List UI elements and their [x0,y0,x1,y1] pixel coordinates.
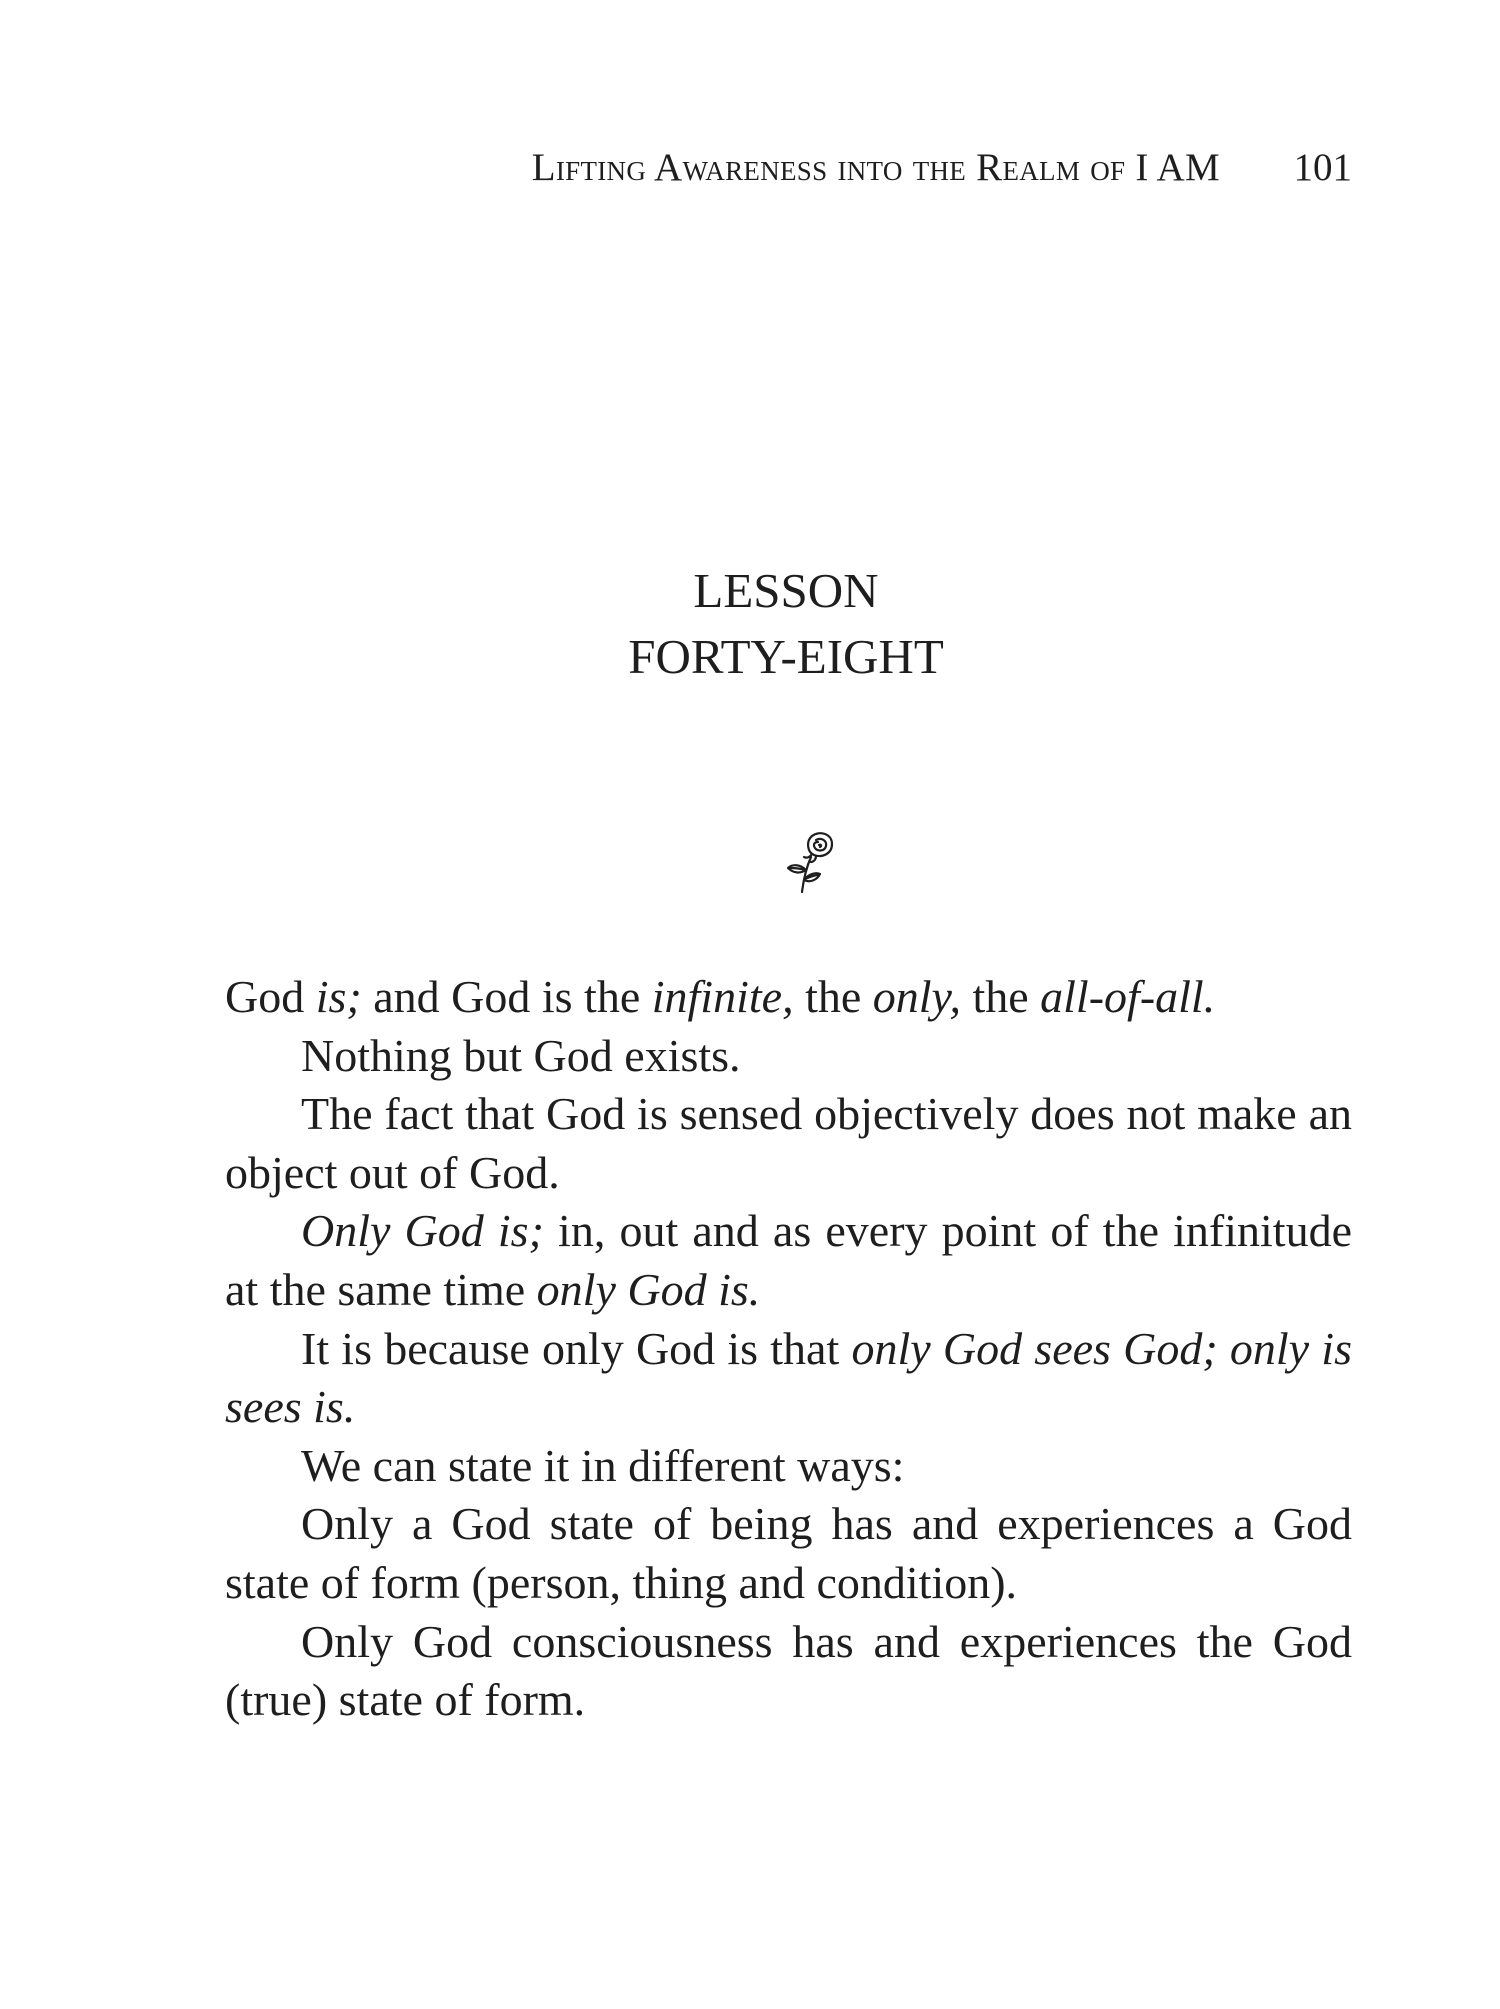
rose-ornament-icon [782,828,838,896]
body-text-segment: the [960,971,1041,1022]
body-paragraph [225,1027,1352,1086]
body-paragraph [225,1320,1352,1437]
body-paragraph [225,1613,1352,1730]
body-text-segment: The fact that God is sensed objectively does not make an object out of God. [225,1088,1352,1198]
italic-text: only God is. [536,1263,761,1315]
italic-text: infinite, [651,971,794,1022]
body-paragraph [225,1495,1352,1612]
lesson-heading: LESSON [693,563,879,618]
body-text-segment: Only a God state of being has and experiences a God state of form (person, thing and condition). [225,1498,1352,1608]
body-text-segment: the [793,971,873,1022]
italic-text: only, [872,971,961,1022]
running-head-title: Lifting Awareness into the Realm of I AM [531,146,1220,189]
body-text-segment: Nothing but God exists. [301,1029,741,1081]
italic-text: all-of-all. [1040,971,1216,1022]
body-paragraph [225,1437,1352,1496]
body-text-segment: We can state it in different ways: [301,1439,905,1491]
body-text-segment: in, out and as every point of the infinitude at the same time [225,1205,1352,1315]
body-text-segment: and God is the [361,971,652,1022]
body-text-segment: Only God consciousness has and experiences the God (true) state of form. [225,1615,1352,1726]
italic-text: is; [315,971,362,1022]
body-paragraph [225,968,1352,1027]
body-paragraph [225,1202,1352,1319]
lesson-body [225,968,1352,1730]
running-head [300,143,1352,193]
italic-text: only God sees God; only is sees is. [225,1322,1352,1433]
lesson-number-heading: FORTY-EIGHT [628,629,944,684]
page-number: 101 [1293,146,1352,189]
body-paragraph [225,1085,1352,1202]
italic-text: Only God is; [301,1205,544,1257]
body-text-segment: God [225,971,316,1022]
body-text-segment: It is because only God is that [301,1322,852,1374]
